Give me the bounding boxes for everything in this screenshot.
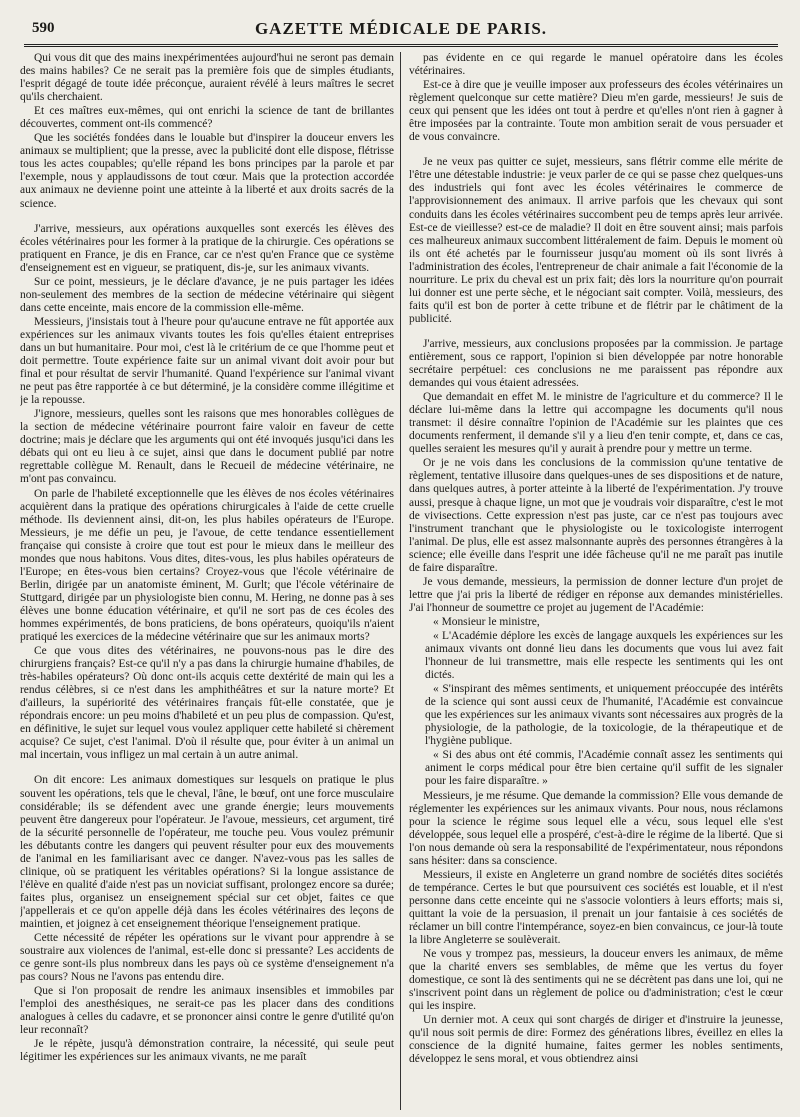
paragraph: Sur ce point, messieurs, je le déclare d'avance, je ne puis partager les idées non-seulement des membres de la section de médecine vétérinaire qui siègent dans cette enceinte, mais encore de la commission elle-même. [20, 275, 394, 314]
paragraph: Que si l'on proposait de rendre les animaux insensibles et immobiles par l'emploi des anesthésiques, ne serait-ce pas les placer dans des conditions analogues à celles du cadavre, et se prononcer ainsi contre le genre d'utilité qu'on leur reconnaît? [20, 985, 394, 1037]
paragraph: On parle de l'habileté exceptionnelle que les élèves de nos écoles vétérinaires acquièrent dans la pratique des opérations chirurgicales à l'aide de cette cruelle méthode. Ils deviennent ainsi, dit-on, les plus habiles opérateurs de l'Europe. Messieurs, je me défie un peu, je l'avoue, de cette tendance essentiellement française qui consiste à croire que tout est pour le mieux dans le meilleur des mondes que nous habitons. Vous dites, dites-vous, les plus habiles opérateurs de l'Europe; en êtes-vous bien certains? Croyez-vous que l'école vétérinaire de Berlin, dirigée par un anatomiste éminent, M. Gurlt; que l'école vétérinaire de Stuttgard, dirigée par un physiologiste bien connu, M. Hering, ne donne pas à ses élèves une bonne éducation vétérinaire, et qu'il ne sort pas de ces écoles des hommes expérimentés, de bons praticiens, de bons opérateurs, quoiqu'ils n'aient pratiqué les exercices de la médecine vétérinaire que sur les animaux morts? [20, 487, 394, 644]
paragraph: Que demandait en effet M. le ministre de l'agriculture et du commerce? Il le déclare lui-même dans la lettre qui accompagne les documents qu'il nous transmet: il désire connaître l'opinion de l'Académie sur les plaintes que ces documents renferment, il demande s'il y a lieu d'en tenir compte, et, dans ce cas, quelles seraient les mesures qu'il y aurait à prendre pour y mettre un terme. [409, 391, 783, 456]
paragraph: Messieurs, il existe en Angleterre un grand nombre de sociétés dites sociétés de tempérance. Certes le but que poursuivent ces sociétés est louable, et il n'est personne dans cette enceinte qui ne s'associe volontiers à leurs efforts; mais si, quittant la voie de la persuasion, il prenait un jour fantaisie à ces sociétés de réclamer un bill contre l'intempérance, soyez-en bien convaincus, ce jour-là toute la libre Angleterre se soulèverait. [409, 868, 783, 947]
paragraph: Qui vous dit que des mains inexpérimentées aujourd'hui ne seront pas demain des mains habiles? Ce ne serait pas la première fois que de simples étudiants, l'esprit dégagé de toute idée préconçue, auraient révélé à leurs maîtres le secret qu'ils cherchaient. [20, 52, 394, 104]
letter-salutation: « Monsieur le ministre, [433, 615, 540, 628]
paragraph: Cette nécessité de répéter les opérations sur le vivant pour apprendre à se soustraire aux violences de l'animal, est-elle donc si pressante? Les accidents de ce genre sont-ils plus nombreux dans les pays où ce système d'enseignement n'a pas cours? Nous ne l'avons pas entendu dire. [20, 932, 394, 984]
paragraph: J'arrive, messieurs, aux opérations auxquelles sont exercés les élèves des écoles vétérinaires pour les former à la pratique de la chirurgie. Ces opérations se pratiquent en France, je dis en France, car ce n'est qu'en France que ce système d'enseignement est en vigueur, se pratiquent, dis-je, sur les animaux vivants. [20, 222, 394, 274]
letter-paragraph: « S'inspirant des mêmes sentiments, et uniquement préoccupée des intérêts de la science qui sont aussi ceux de l'humanité, l'Académie est convaincue que les expériences sur les animaux vivants sont nécessaires aux progrès de la physiologie, de la pathologie, de la toxicologie, de la thérapeutique et de l'hygiène publique. [425, 683, 783, 748]
right-column [409, 52, 783, 1110]
page-header [24, 16, 778, 47]
letter-paragraph: « Si des abus ont été commis, l'Académie connaît assez les sentiments qui animent le corps médical pour être bien certaine qu'il suffit de les signaler pour les faire disparaître. » [425, 749, 783, 788]
paragraph: Messieurs, j'insistais tout à l'heure pour qu'aucune entrave ne fût apportée aux expériences sur les animaux vivants toutes les fois qu'elles étaient entreprises dans un but humanitaire. Pour moi, c'est là le critérium de ce que l'homme peut et doit permettre. Toute expérience faite sur un animal vivant doit avoir pour but final et pour résultat de servir l'humanité. Quand l'expérience sur l'animal vivant ne peut pas être rapportée à ce but déterminé, je la considère comme illégitime et je la repousse. [20, 315, 394, 407]
column-divider [400, 52, 401, 1110]
paragraph: Je vous demande, messieurs, la permission de donner lecture d'un projet de lettre que j'ai pris la liberté de rédiger en réponse aux demandes ministérielles. J'ai l'honneur de soumettre ce projet au jugement de l'Académie: [409, 575, 783, 614]
paragraph: J'ignore, messieurs, quelles sont les raisons que mes honorables collègues de la section de médecine vétérinaire pourront faire valoir en faveur de cette doctrine; mais je déclare que les arguments qui ont été invoqués jusqu'ici dans les débats qui ont eu lieu à ce sujet, ainsi que dans le document publié par notre regrettable collègue M. Renault, dans le Recueil de médecine vétérinaire, ne m'ont pas convaincu. [20, 408, 394, 486]
paragraph: Je ne veux pas quitter ce sujet, messieurs, sans flétrir comme elle mérite de l'être une détestable industrie: je veux parler de ce qui se passe chez quelques-uns des industriels qui font avec les écoles vétérinaires le commerce de l'approvisionnement des animaux. Il arrive parfois que les chevaux qui sont conduits dans les écoles vétérinaires succombent peu de temps après leur arrivée. Est-ce de vieillesse? est-ce de maladie? Il doit en être souvent ainsi; mais parfois ces malheureux animaux succombent littéralement de faim. Depuis le moment où ils ont été achetés par le fournisseur jusqu'au moment où ils sont livrés à l'administration des écoles, l'entrepreneur de chair animale a fait l'économie de la nourriture. Le prix du cheval est un prix fait; dès lors la nourriture qu'on pourrait lui donner est une perte sèche, et le négociant sait compter. Voilà, messieurs, des faits qu'il est bon de porter à cette tribune et de flétrir par le châtiment de la publicité. [409, 156, 783, 325]
paragraph: pas évidente en ce qui regarde le manuel opératoire dans les écoles vétérinaires. [409, 52, 783, 78]
paragraph: Que les sociétés fondées dans le louable but d'inspirer la douceur envers les animaux se multiplient; que la presse, avec la publicité dont elle dispose, flétrisse tous les actes coupables; qu'elle répand les bons principes par la parole et par l'exemple, nous y applaudissons de tout cœur. Mais que la protection accordée aux animaux ne devienne point une atteinte à la liberté et aux droits sacrés de la science. [20, 132, 394, 210]
paragraph: Un dernier mot. A ceux qui sont chargés de diriger et d'instruire la jeunesse, qu'il nous soit permis de dire: Formez des générations libres, éveillez en elles la conscience de la dignité humaine, faites germer les nobles sentiments, développez le sens moral, et vous obtiendrez ainsi [409, 1014, 783, 1066]
left-column [20, 52, 394, 1110]
journal-title: GAZETTE MÉDICALE DE PARIS. [254, 19, 548, 38]
paragraph: Ce que vous dites des vétérinaires, ne pouvons-nous pas le dire des chirurgiens français? Est-ce qu'il n'y a pas dans la chirurgie humaine d'habiles, de très-habiles opérateurs? Où donc ont-ils acquis cette dextérité de main qui les a rendus célèbres, si ce n'est dans les amphithéâtres et sur la nature morte? Et d'ailleurs, la supériorité des vétérinaires français fût-elle constatée, que je répondrais encore: un peu moins d'habileté et un peu plus de compassion. Qu'est, en définitive, le sujet sur lequel vous voulez appliquer cette habileté si chèrement acquise? Ce sujet, c'est l'animal. D'où il résulte que, pour éviter à un animal un mal incertain, vous infligez un mal certain à un autre animal. [20, 645, 394, 762]
letter-paragraph: « L'Académie déplore les excès de langage auxquels les expériences sur les animaux vivants ont donné lieu dans les documents que vous lui avez fait l'honneur de lui transmettre, mais elle respecte les sentiments qui les ont dictés. [425, 629, 783, 682]
page-number: 590 [32, 20, 55, 36]
paragraph: Ne vous y trompez pas, messieurs, la douceur envers les animaux, de même que la charité envers ses semblables, de même que les vertus du foyer domestique, ce sont là des sentiments qui ne se décrètent pas dans une loi, qui ne s'inscrivent point dans un règlement de police ou d'administration; c'est le cœur qui les inspire. [409, 948, 783, 1013]
paragraph: Je le répète, jusqu'à démonstration contraire, la nécessité, qui seule peut légitimer les expériences sur les animaux vivants, ne me paraît [20, 1038, 394, 1064]
paragraph: Messieurs, je me résume. Que demande la commission? Elle vous demande de réglementer les expériences sur les animaux vivants. Pour nous, nous réclamons pour la science le régime sous lequel elle a vécu, sous lequel elle s'est développée, sous lequel elle a prospéré, c'est-à-dire le régime de la liberté. Que si l'on nous demande où sera la responsabilité de l'expérimentateur, nous répondons sans hésiter: dans sa conscience. [409, 789, 783, 867]
paragraph: Or je ne vois dans les conclusions de la commission qu'une tentative de règlement, tentative illusoire dans quelques-unes de ses dispositions et de nature, dans quelques autres, à porter atteinte à la liberté de l'expérimentation. J'y trouve aussi, presque à chaque ligne, un mot que je voudrais voir disparaître, c'est le mot de vivisections. Cette expression n'est pas juste, car ce n'est pas toujours avec l'instrument tranchant que le physiologiste ou le toxicologiste interrogent l'animal. De plus, elle est assez malsonnante auprès des personnes étrangères à la science; elle éveille dans l'esprit une idée fâcheuse qu'il ne me paraît pas inutile de faire disparaître. [409, 457, 783, 574]
paragraph: Et ces maîtres eux-mêmes, qui ont enrichi la science de tant de brillantes découvertes, comment ont-ils commencé? [20, 105, 394, 131]
paragraph: On dit encore: Les animaux domestiques sur lesquels on pratique le plus souvent les opérations, tels que le cheval, l'âne, le bœuf, ont une force musculaire considérable; ils se défendent avec une grande énergie; leurs mouvements peuvent être dangereux pour l'opérateur. Je l'avoue, messieurs, cet argument, tiré de la sécurité personnelle de l'opérateur, me touche peu. Vous voulez prémunir les débutants contre les dangers qui peuvent résulter pour eux des mouvements de l'animal en les familiarisant avec ce danger. N'avez-vous pas les salles de clinique, où se pratiquent les véritables opérations? Si la longue assistance de l'élève en qualité d'aide n'est pas un noviciat suffisant, prolongez encore sa durée; faites plus, organisez un enseignement spécial sur cet objet, faites ce que j'appellerais et ce qu'on appelle déjà dans les écoles vétérinaires des leçons de maintien, et joignez à cet enseignement théorique l'enseignement pratique. [20, 774, 394, 930]
paragraph: J'arrive, messieurs, aux conclusions proposées par la commission. Je partage entièrement, sous ce rapport, l'opinion si bien développée par notre honorable secrétaire perpétuel: ces conclusions ne me paraissent pas répondre aux demandes qui vous étaient adressées. [409, 337, 783, 390]
paragraph: Est-ce à dire que je veuille imposer aux professeurs des écoles vétérinaires un règlement quelconque sur cette matière? Dieu m'en garde, messieurs! Je suis de ceux qui pensent que les idées ont tout à perdre et qu'elles n'ont rien à gagner à être imposées par la contrainte. Toute mon ambition serait de vous persuader et de vous convaincre. [409, 79, 783, 144]
